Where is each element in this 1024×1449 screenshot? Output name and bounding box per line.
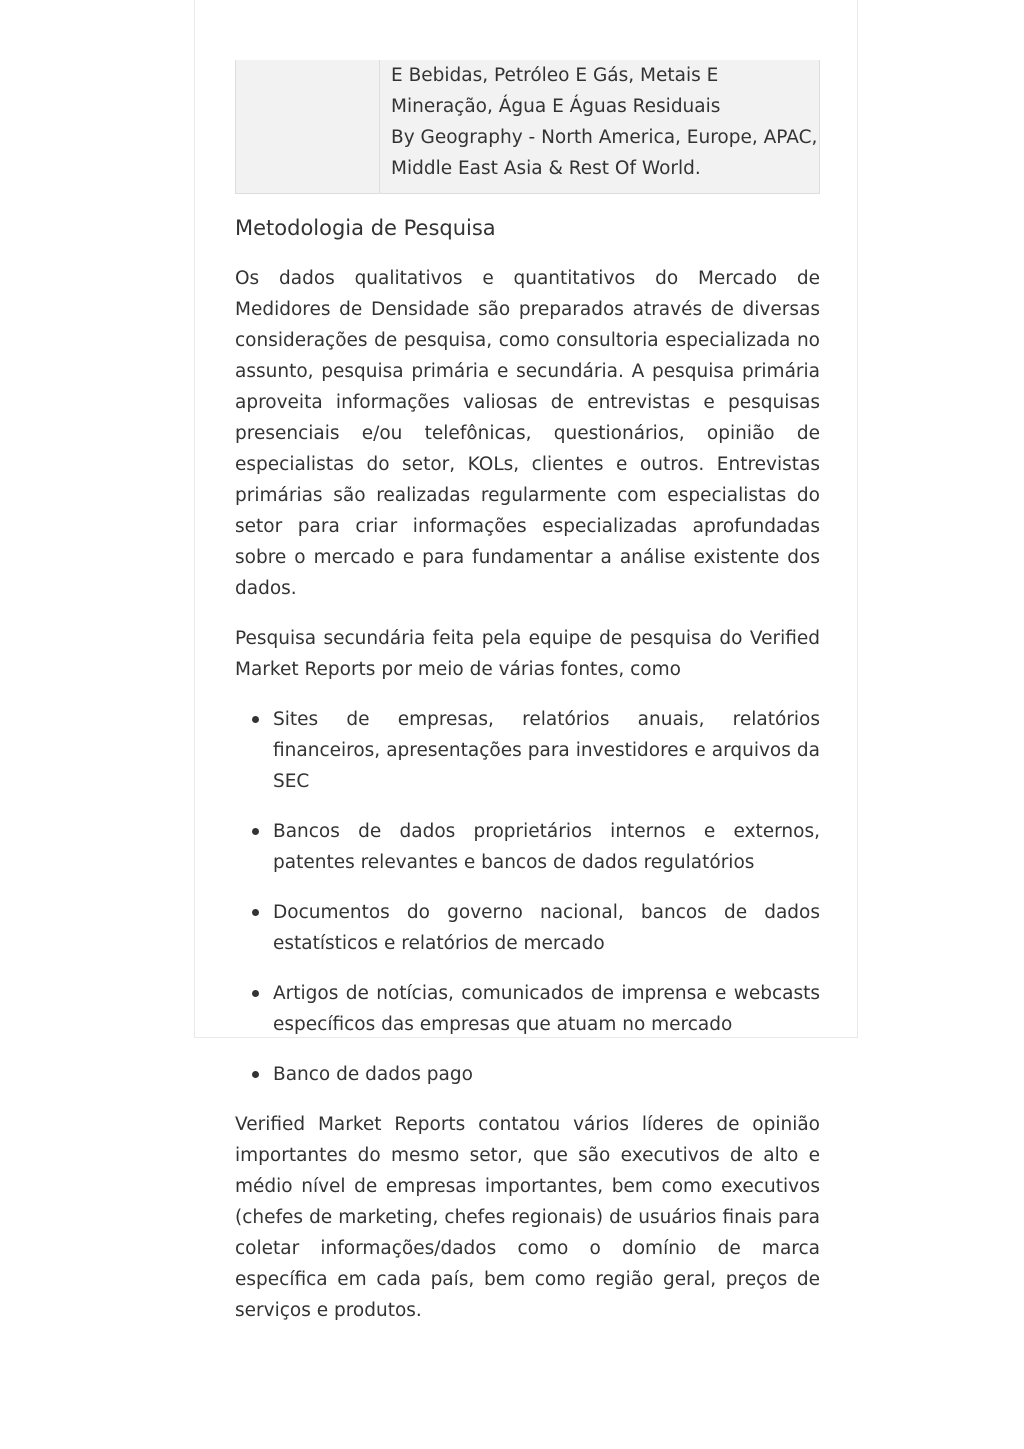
table-row [236, 60, 820, 194]
list-item [235, 897, 820, 959]
table-value-line: Middle East Asia & Rest Of World. [391, 158, 701, 179]
list-item [235, 978, 820, 1040]
list-item [235, 1059, 820, 1090]
table-value-cell [380, 60, 820, 194]
bullet-icon [252, 990, 259, 997]
secondary-research-paragraph: Pesquisa secundária feita pela equipe de pesquisa do Verified Market Reports por meio de várias fontes, como [235, 628, 820, 680]
list-item [235, 816, 820, 878]
table-value-line: By Geography - North America, Europe, APAC, [391, 127, 818, 148]
bullet-icon [252, 909, 259, 916]
key-opinion-leaders-paragraph: Verified Market Reports contatou vários líderes de opinião importantes do mesmo setor, que são executivos de alto e médio nível de empresas importantes, bem como executivos (chefes de marketing, chefes regionais) de usuários finais para coletar informações/dados como o domínio de marca específica em cada país, bem como região geral, preços de serviços e produtos. [235, 1114, 820, 1321]
table-label-cell [236, 60, 380, 194]
bullet-icon [252, 828, 259, 835]
methodology-paragraph: Os dados qualitativos e quantitativos do Mercado de Medidores de Densidade são preparados através de diversas considerações de pesquisa, como consultoria especializada no assunto, pesquisa primária e secundária. A pesquisa primária aproveita informações valiosas de entrevistas e pesquisas presenciais e/ou telefônicas, questionários, opinião de especialistas do setor, KOLs, clientes e outros. Entrevistas primárias são realizadas regularmente com especialistas do setor para criar informações especializadas aprofundadas sobre o mercado e para fundamentar a análise existente dos dados. [235, 268, 820, 599]
segmentation-table-fragment [235, 60, 820, 194]
bullet-icon [252, 1071, 259, 1078]
section-body [235, 263, 820, 1326]
bullet-icon [252, 716, 259, 723]
list-item [235, 704, 820, 797]
section-title: Metodologia de Pesquisa [235, 216, 496, 240]
list-item-text: Artigos de notícias, comunicados de imprensa e webcasts específicos das empresas que atuam no mercado [273, 983, 820, 1035]
sources-list [235, 704, 820, 1090]
report-card [194, 0, 858, 1321]
list-item-text: Sites de empresas, relatórios anuais, relatórios financeiros, apresentações para investidores e arquivos da SEC [273, 709, 820, 792]
list-item-text: Bancos de dados proprietários internos e externos, patentes relevantes e bancos de dados regulatórios [273, 821, 820, 873]
list-item-text: Banco de dados pago [273, 1064, 473, 1085]
table-value-line: Mineração, Água E Águas Residuais [391, 96, 721, 117]
list-item-text: Documentos do governo nacional, bancos de dados estatísticos e relatórios de mercado [273, 902, 820, 954]
table-value-line: E Bebidas, Petróleo E Gás, Metais E [391, 65, 719, 86]
